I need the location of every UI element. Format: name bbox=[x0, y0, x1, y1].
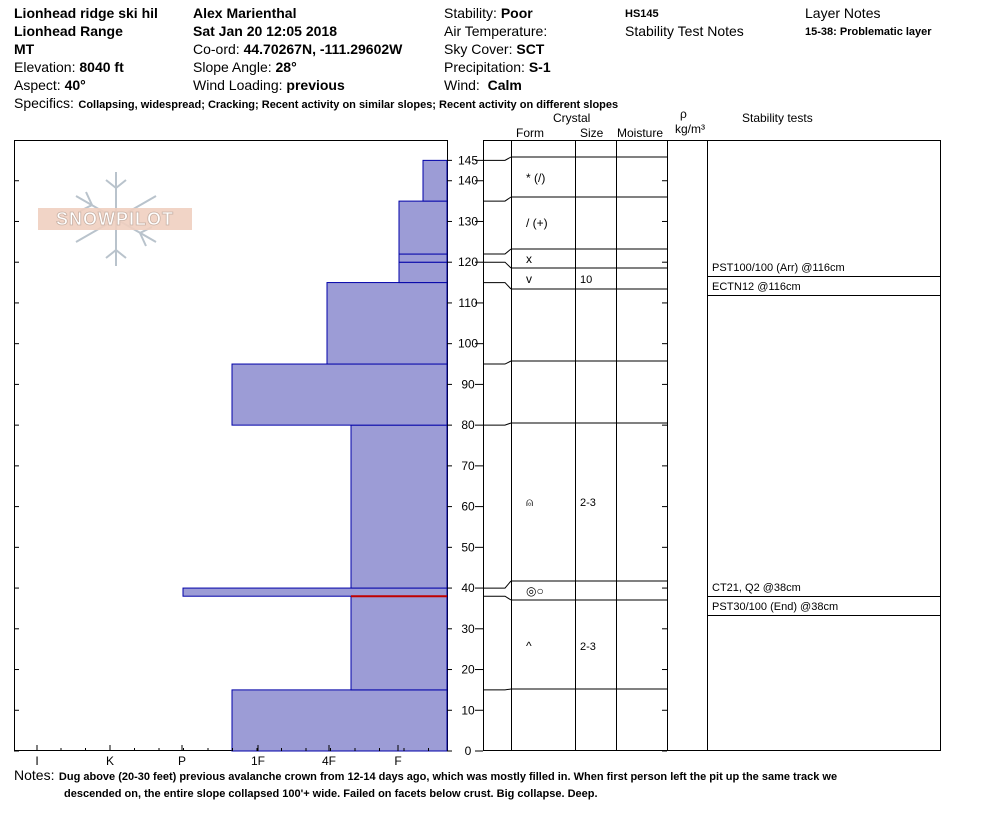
snowpilot-logo bbox=[38, 172, 192, 266]
hs-value: HS145 bbox=[625, 8, 659, 20]
wind-loading-label: Wind Loading: bbox=[193, 77, 283, 93]
grain-size: 2-3 bbox=[580, 497, 596, 509]
depth-tick-label: 50 bbox=[461, 540, 475, 555]
slope-label: Slope Angle: bbox=[193, 59, 272, 75]
depth-tick-label: 110 bbox=[458, 295, 478, 310]
observation-datetime: Sat Jan 20 12:05 2018 bbox=[193, 23, 337, 39]
layer-leader-line bbox=[483, 157, 511, 160]
depth-tick-label: 130 bbox=[457, 214, 479, 229]
hardness-bar bbox=[232, 690, 447, 751]
depth-tick-label: 90 bbox=[461, 377, 475, 392]
state-name: MT bbox=[14, 41, 35, 57]
depth-tick-label: 145 bbox=[457, 153, 479, 168]
grain-form-symbol: ◎○ bbox=[526, 584, 544, 598]
layer-leader-line bbox=[483, 249, 511, 254]
hardness-bar bbox=[399, 262, 447, 282]
stability-test-label: ECTN12 @116cm bbox=[712, 281, 801, 293]
form-header: Form bbox=[516, 126, 544, 140]
notes-label: Notes: bbox=[14, 767, 55, 783]
depth-tick-label: 140 bbox=[457, 173, 479, 188]
layer-leader-line bbox=[483, 689, 511, 690]
layer-leader-line bbox=[483, 197, 511, 201]
rho-header: ρ bbox=[680, 107, 687, 121]
crystal-header: Crystal bbox=[553, 111, 591, 125]
hardness-bar bbox=[327, 283, 447, 364]
depth-tick-label: 70 bbox=[461, 458, 475, 473]
notes bbox=[14, 766, 837, 785]
hardness-tick-label: 1F bbox=[250, 754, 266, 768]
stability-notes-title: Stability Test Notes bbox=[625, 23, 744, 39]
layer-leader-line bbox=[483, 581, 511, 588]
hardness-bar bbox=[399, 254, 447, 262]
specifics-value: Collapsing, widespread; Cracking; Recent activity on similar slopes; Recent activity on different slopes bbox=[78, 99, 619, 111]
depth-tick-label: 40 bbox=[461, 581, 475, 596]
density-unit-header: kg/m³ bbox=[675, 122, 705, 136]
layer-table bbox=[484, 140, 941, 751]
elevation-value: 8040 ft bbox=[79, 59, 124, 75]
slope-value: 28° bbox=[275, 59, 297, 75]
hardness-bar bbox=[351, 596, 447, 690]
depth-tick-label: 120 bbox=[457, 255, 479, 270]
hardness-tick-label: I bbox=[35, 754, 39, 768]
grain-form-symbol: ^ bbox=[526, 639, 532, 653]
notes-line-1: Dug above (20-30 feet) previous avalanche crown from 12-14 days ago, which was mostly filled in. When first person left the pit up the same track we bbox=[58, 771, 838, 783]
stability-test-label: PST100/100 (Arr) @116cm bbox=[712, 262, 845, 274]
hardness-bar bbox=[232, 364, 447, 425]
grain-size: 2-3 bbox=[580, 641, 596, 653]
stability-test-label: PST30/100 (End) @38cm bbox=[712, 601, 839, 613]
stability-tests-header: Stability tests bbox=[742, 111, 813, 125]
wind-label: Wind: bbox=[444, 77, 480, 93]
depth-tick-label: 30 bbox=[461, 621, 475, 636]
logo-text: SNOWPILOT bbox=[56, 209, 174, 229]
depth-tick-label: 100 bbox=[457, 336, 479, 351]
hardness-tick-label: K bbox=[105, 754, 115, 768]
coord-label: Co-ord: bbox=[193, 41, 240, 57]
hardness-tick-label: P bbox=[177, 754, 187, 768]
specifics-label: Specifics: bbox=[14, 95, 74, 111]
hardness-bar bbox=[423, 160, 447, 201]
hardness-bar bbox=[399, 201, 447, 254]
depth-tick-label: 10 bbox=[461, 703, 475, 718]
sky-label: Sky Cover: bbox=[444, 41, 513, 57]
notes-line-2: descended on, the entire slope collapsed 100'+ wide. Failed on facets below crust. Big collapse. Deep. bbox=[64, 788, 598, 800]
hardness-tick-label: F bbox=[394, 754, 402, 768]
layer-notes-title: Layer Notes bbox=[805, 5, 881, 21]
layer-leader-line bbox=[483, 423, 511, 425]
coord-value: 44.70267N, -111.29602W bbox=[243, 41, 403, 57]
location-name: Lionhead ridge ski hil bbox=[14, 5, 158, 21]
air-temperature-label: Air Temperature: bbox=[444, 23, 548, 39]
grain-form-symbol: x bbox=[526, 252, 532, 266]
hardness-bar bbox=[183, 588, 447, 596]
sky-value: SCT bbox=[516, 41, 545, 57]
grain-form-symbol: ⍝ bbox=[526, 495, 534, 509]
stability-value: Poor bbox=[500, 5, 533, 21]
layer-leader-line bbox=[483, 283, 511, 289]
wind-loading-value: previous bbox=[286, 77, 345, 93]
range-name: Lionhead Range bbox=[14, 23, 123, 39]
elevation-label: Elevation: bbox=[14, 59, 76, 75]
layer-leader-line bbox=[483, 596, 511, 600]
grain-form-symbol: / (+) bbox=[526, 216, 548, 230]
grain-size: 10 bbox=[580, 274, 593, 286]
layer-leader-line bbox=[483, 361, 511, 364]
observer-name: Alex Marienthal bbox=[193, 5, 297, 21]
moisture-header: Moisture bbox=[617, 126, 664, 140]
aspect-label: Aspect: bbox=[14, 77, 61, 93]
wind-value: Calm bbox=[487, 77, 522, 93]
layer-leader-line bbox=[483, 262, 511, 268]
hardness-tick-label: 4F bbox=[321, 754, 337, 768]
grain-form-symbol: * (/) bbox=[526, 171, 546, 185]
stability-label: Stability: bbox=[444, 5, 497, 21]
precip-value: S-1 bbox=[528, 59, 551, 75]
depth-tick-label: 80 bbox=[461, 418, 475, 433]
aspect-value: 40° bbox=[64, 77, 86, 93]
stability-test-label: CT21, Q2 @38cm bbox=[712, 582, 801, 594]
size-header: Size bbox=[580, 126, 604, 140]
depth-tick-label: 20 bbox=[461, 662, 475, 677]
grain-form-symbol: v bbox=[526, 272, 532, 286]
depth-tick-label: 0 bbox=[464, 744, 472, 758]
layer-note: 15-38: Problematic layer bbox=[805, 26, 932, 38]
hardness-bar bbox=[351, 425, 447, 588]
precip-label: Precipitation: bbox=[444, 59, 525, 75]
depth-tick-label: 60 bbox=[461, 499, 475, 514]
